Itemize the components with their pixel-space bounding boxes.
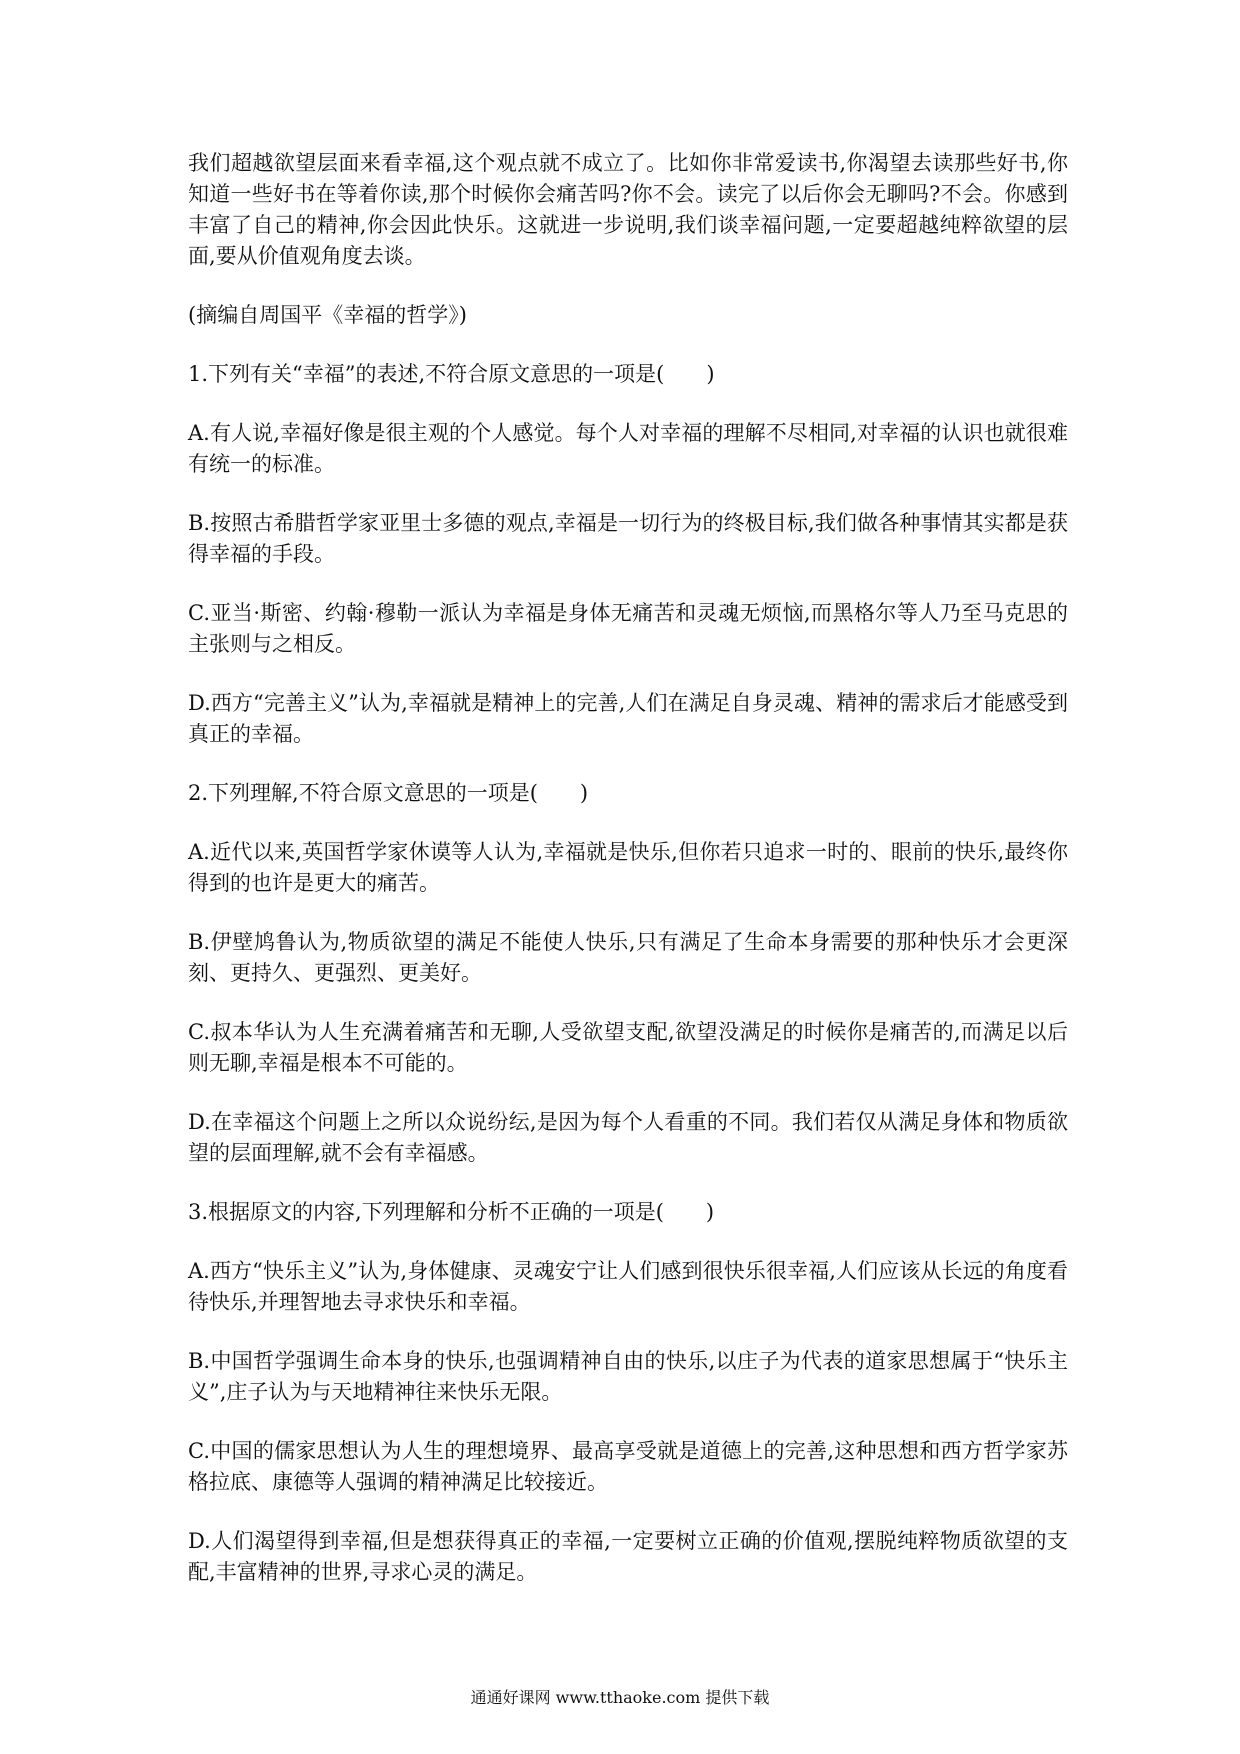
question-3-stem: 3.根据原文的内容,下列理解和分析不正确的一项是( ) xyxy=(188,1200,715,1224)
question-3-option-c: C.中国的儒家思想认为人生的理想境界、最高享受就是道德上的完善,这种思想和西方哲学家苏格拉底、康德等人强调的精神满足比较接近。 xyxy=(188,1439,1068,1494)
question-3-option-b: B.中国哲学强调生命本身的快乐,也强调精神自由的快乐,以庄子为代表的道家思想属于“快乐主义”,庄子认为与天地精神往来快乐无限。 xyxy=(188,1349,1068,1404)
intro-paragraph: 我们超越欲望层面来看幸福,这个观点就不成立了。比如你非常爱读书,你渴望去读那些好书,你知道一些好书在等着你读,那个时候你会痛苦吗?你不会。读完了以后你会无聊吗?不会。你感到丰富了自己的精神,你会因此快乐。这就进一步说明,我们谈幸福问题,一定要超越纯粹欲望的层面,要从价值观角度去谈。 xyxy=(188,151,1068,268)
question-1-option-a: A.有人说,幸福好像是很主观的个人感觉。每个人对幸福的理解不尽相同,对幸福的认识也就很难有统一的标准。 xyxy=(188,421,1068,476)
question-1-option-d: D.西方“完善主义”认为,幸福就是精神上的完善,人们在满足自身灵魂、精神的需求后才能感受到真正的幸福。 xyxy=(188,691,1068,746)
question-2-option-d: D.在幸福这个问题上之所以众说纷纭,是因为每个人看重的不同。我们若仅从满足身体和物质欲望的层面理解,就不会有幸福感。 xyxy=(188,1110,1068,1165)
question-2-option-b: B.伊壁鸠鲁认为,物质欲望的满足不能使人快乐,只有满足了生命本身需要的那种快乐才会更深刻、更持久、更强烈、更美好。 xyxy=(188,930,1068,985)
question-1-option-c: C.亚当·斯密、约翰·穆勒一派认为幸福是身体无痛苦和灵魂无烦恼,而黑格尔等人乃至马克思的主张则与之相反。 xyxy=(188,601,1068,656)
document-body xyxy=(188,148,1068,1616)
question-2-option-c: C.叔本华认为人生充满着痛苦和无聊,人受欲望支配,欲望没满足的时候你是痛苦的,而满足以后则无聊,幸福是根本不可能的。 xyxy=(188,1020,1068,1075)
question-1-option-b: B.按照古希腊哲学家亚里士多德的观点,幸福是一切行为的终极目标,我们做各种事情其实都是获得幸福的手段。 xyxy=(188,511,1068,566)
question-1-stem: 1.下列有关“幸福”的表述,不符合原文意思的一项是( ) xyxy=(188,362,715,386)
question-3-option-a: A.西方“快乐主义”认为,身体健康、灵魂安宁让人们感到很快乐很幸福,人们应该从长远的角度看待快乐,并理智地去寻求快乐和幸福。 xyxy=(188,1259,1068,1314)
source-citation: (摘编自周国平《幸福的哲学》) xyxy=(188,303,467,327)
footer-watermark: 通通好课网 www.tthaoke.com 提供下载 xyxy=(470,1688,770,1707)
question-2-option-a: A.近代以来,英国哲学家休谟等人认为,幸福就是快乐,但你若只追求一时的、眼前的快乐,最终你得到的也许是更大的痛苦。 xyxy=(188,840,1068,895)
question-2-stem: 2.下列理解,不符合原文意思的一项是( ) xyxy=(188,781,589,805)
question-3-option-d: D.人们渴望得到幸福,但是想获得真正的幸福,一定要树立正确的价值观,摆脱纯粹物质欲望的支配,丰富精神的世界,寻求心灵的满足。 xyxy=(188,1529,1068,1584)
